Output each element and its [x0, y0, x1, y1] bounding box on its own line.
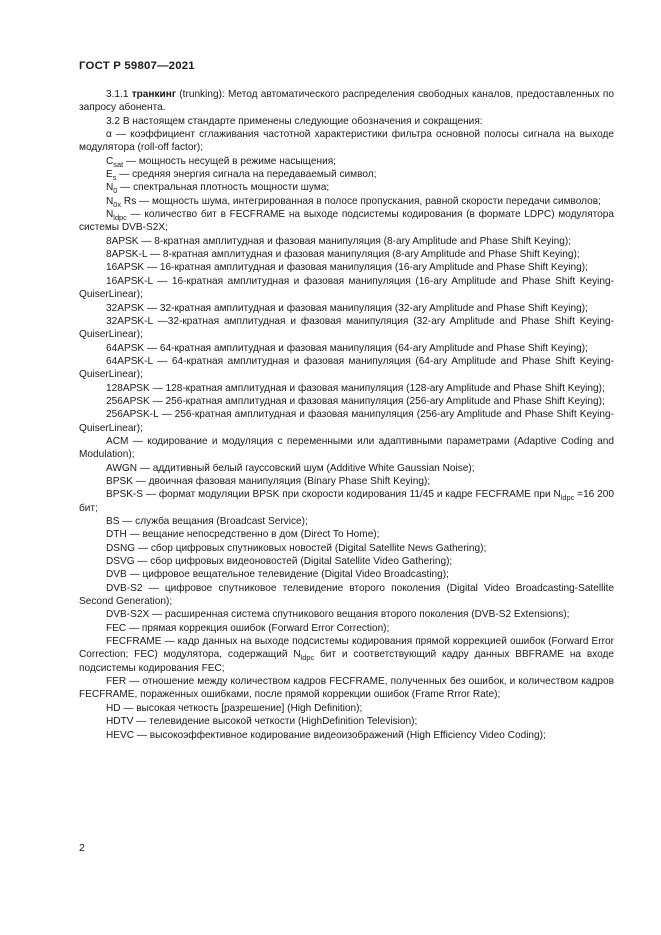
definition-paragraph: [79, 275, 614, 302]
definition-paragraph: [79, 395, 614, 408]
clause-number: 3.1.1: [106, 89, 132, 100]
paragraph-text: HD — высокая четкость [разрешение] (High Definition);: [106, 702, 363, 714]
paragraph-text: 8APSK — 8-кратная амплитудная и фазовая манипуляция (8-ary Amplitude and Phase Shift Keying);: [106, 235, 572, 247]
paragraph-text: DVB — цифровое вещательное телевидение (Digital Video Broadcasting);: [106, 569, 449, 581]
symbol-subscript: ldpc: [113, 213, 127, 223]
term: транкинг: [131, 89, 177, 100]
paragraph-text: FECFRAME — кадр данных на выходе подсистемы кодирования прямой коррекцией ошибок (Forward Error Correction; FEC) модулятора, содержащий N: [79, 636, 614, 661]
paragraph-text: AWGN — аддитивный белый гауссовский шум (Additive White Gaussian Noise);: [106, 462, 475, 474]
paragraph-text: 128APSK — 128-кратная амплитудная и фазовая манипуляция (128-ary Amplitude and Phase Shift Keying);: [106, 382, 605, 394]
definition-paragraph: [79, 702, 614, 715]
paragraph-text: HEVC — высокоэффективное кодирование видеоизображений (High Efficiency Video Coding);: [106, 729, 546, 741]
paragraph-text: FEC — прямая коррекция ошибок (Forward Error Correction);: [106, 622, 390, 634]
paragraph-text: 3.2 В настоящем стандарте применены следующие обозначения и сокращения:: [106, 115, 483, 127]
definition-paragraph: [79, 488, 614, 515]
document-body: [79, 88, 614, 742]
paragraph-text: (trunking): Метод автоматического распределения свободных каналов, предоставленных по запросу абонента.: [79, 89, 614, 114]
definition-paragraph: [79, 261, 614, 274]
definition-paragraph: [79, 568, 614, 581]
definition-paragraph: [79, 462, 614, 475]
definition-paragraph: [79, 622, 614, 635]
symbol: N: [106, 182, 114, 194]
definition-paragraph: [79, 88, 614, 115]
paragraph-text: 64APSK — 64-кратная амплитудная и фазовая манипуляция (64-ary Amplitude and Phase Shift Keying);: [106, 342, 588, 354]
paragraph-text: — средняя энергия сигнала на передаваемый символ;: [116, 169, 377, 181]
definition-paragraph: [79, 342, 614, 355]
definition-paragraph: [79, 555, 614, 568]
definition-paragraph: [79, 382, 614, 395]
paragraph-text: 16APSK — 16-кратная амплитудная и фазовая манипуляция (16-ary Amplitude and Phase Shift Keying);: [106, 262, 588, 274]
paragraph-text: DSVG — сбор цифровых видеоновостей (Digital Satellite Video Gathering);: [106, 556, 453, 568]
paragraph-text: 32APSK-L —32-кратная амплитудная и фазовая манипуляция (32-ary Amplitude and Phase Shift Keying-QuiserLinear);: [79, 315, 614, 341]
definition-paragraph: [79, 635, 614, 675]
symbol: C: [106, 155, 114, 167]
paragraph-text: HDTV — телевидение высокой четкости (HighDefinition Television);: [106, 716, 418, 728]
paragraph-text: — мощность несущей в режиме насыщения;: [123, 155, 336, 167]
paragraph-text: BPSK-S — формат модуляции BPSK при скорости кодирования 11/45 и кадре FECFRAME при: [106, 489, 554, 501]
symbol-subscript: s: [112, 173, 117, 183]
definition-paragraph: [79, 115, 614, 128]
symbol-subscript: ldpc: [560, 493, 575, 503]
definition-paragraph: [79, 315, 614, 342]
paragraph-text: α — коэффициент сглаживания частотной характеристики фильтра основной полосы сигнала на выходе модулятора (roll-off factor);: [79, 129, 614, 154]
definition-paragraph: [79, 729, 614, 742]
paragraph-text: ACM — кодирование и модуляция с переменными или адаптивными параметрами (Adaptive Coding and Modulation);: [79, 435, 614, 461]
definition-paragraph: [79, 168, 614, 181]
paragraph-text: DVB-S2 — цифровое спутниковое телевидение второго поколения (Digital Video Broadcasting-Satellite Second Generation);: [79, 582, 614, 608]
symbol-subscript: 0: [113, 186, 118, 196]
paragraph-text: 64APSK-L — 64-кратная амплитудная и фазовая манипуляция (64-ary Amplitude and Phase Shift Keying-QuiserLinear);: [79, 355, 614, 381]
definition-paragraph: [79, 435, 614, 462]
symbol-subscript: sat: [113, 159, 124, 169]
definition-paragraph: [79, 355, 614, 382]
paragraph-text: DVB-S2X — расширенная система спутникового вещания второго поколения (DVB-S2 Extensions);: [106, 609, 570, 621]
page-number: 2: [79, 842, 85, 854]
definition-paragraph: [79, 408, 614, 435]
definition-paragraph: [79, 195, 614, 208]
symbol: N: [106, 195, 114, 207]
definition-paragraph: [79, 128, 614, 155]
paragraph-text: — спектральная плотность мощности шума;: [117, 182, 330, 194]
paragraph-text: 16APSK-L — 16-кратная амплитудная и фазовая манипуляция (16-ary Amplitude and Phase Shift Keying-QuiserLinear);: [79, 275, 614, 301]
symbol: N: [106, 209, 114, 221]
definition-paragraph: [79, 181, 614, 194]
definition-paragraph: [79, 155, 614, 168]
symbol-subscript: 0x: [113, 199, 122, 209]
paragraph-text: бит и соответствующий кадру данных BBFRAME на входе подсистемы кодирования FEC;: [79, 649, 615, 674]
definition-paragraph: [79, 582, 614, 609]
definition-paragraph: [79, 528, 614, 541]
paragraph-text: 256APSK — 256-кратная амплитудная и фазовая манипуляция (256-ary Amplitude and Phase Shift Keying);: [106, 395, 605, 407]
definition-paragraph: [79, 608, 614, 621]
symbol: N: [553, 489, 561, 501]
definition-paragraph: [79, 515, 614, 528]
symbol: E: [106, 169, 113, 181]
paragraph-text: DSNG — сбор цифровых спутниковых новостей (Digital Satellite News Gathering);: [106, 542, 487, 554]
definition-paragraph: [79, 675, 614, 702]
paragraph-text: 8APSK-L — 8-кратная амплитудная и фазовая манипуляция (8-ary Amplitude and Phase Shift Keying);: [106, 249, 580, 261]
paragraph-text: Rs — мощность шума, интегрированная в полосе пропускания, равной скорости передачи символов;: [121, 195, 601, 207]
paragraph-text: DTH — вещание непосредственно в дом (Direct To Home);: [106, 529, 380, 541]
paragraph-text: BPSK — двоичная фазовая манипуляция (Binary Phase Shift Keying);: [106, 475, 431, 487]
paragraph-text: — количество бит в FECFRAME на выходе подсистемы кодирования (в формате LDPC) модулятора системы DVB-S2X;: [79, 209, 614, 234]
paragraph-text: 32APSK — 32-кратная амплитудная и фазовая манипуляция (32-ary Amplitude and Phase Shift Keying);: [106, 302, 588, 314]
paragraph-text: FER — отношение между количеством кадров FECFRAME, полученных без ошибок, и количеством кадров FECFRAME, пораженных ошибками, после прямой коррекции ошибок (Frame Rrror Rate);: [79, 676, 614, 701]
paragraph-text: =16 200 бит;: [79, 489, 614, 514]
paragraph-text: 256APSK-L — 256-кратная амплитудная и фазовая манипуляция (256-ary Amplitude and Phase Shift Keying-QuiserLinear);: [79, 409, 614, 434]
definition-paragraph: [79, 235, 614, 248]
definition-paragraph: [79, 302, 614, 315]
symbol-subscript: ldpc: [300, 653, 315, 663]
paragraph-text: BS — служба вещания (Broadcast Service);: [106, 516, 308, 527]
document-header: ГОСТ Р 59807—2021: [79, 60, 195, 72]
definition-paragraph: [79, 542, 614, 555]
definition-paragraph: [79, 248, 614, 261]
definition-paragraph: [79, 715, 614, 728]
definition-paragraph: [79, 208, 614, 235]
definition-paragraph: [79, 475, 614, 488]
